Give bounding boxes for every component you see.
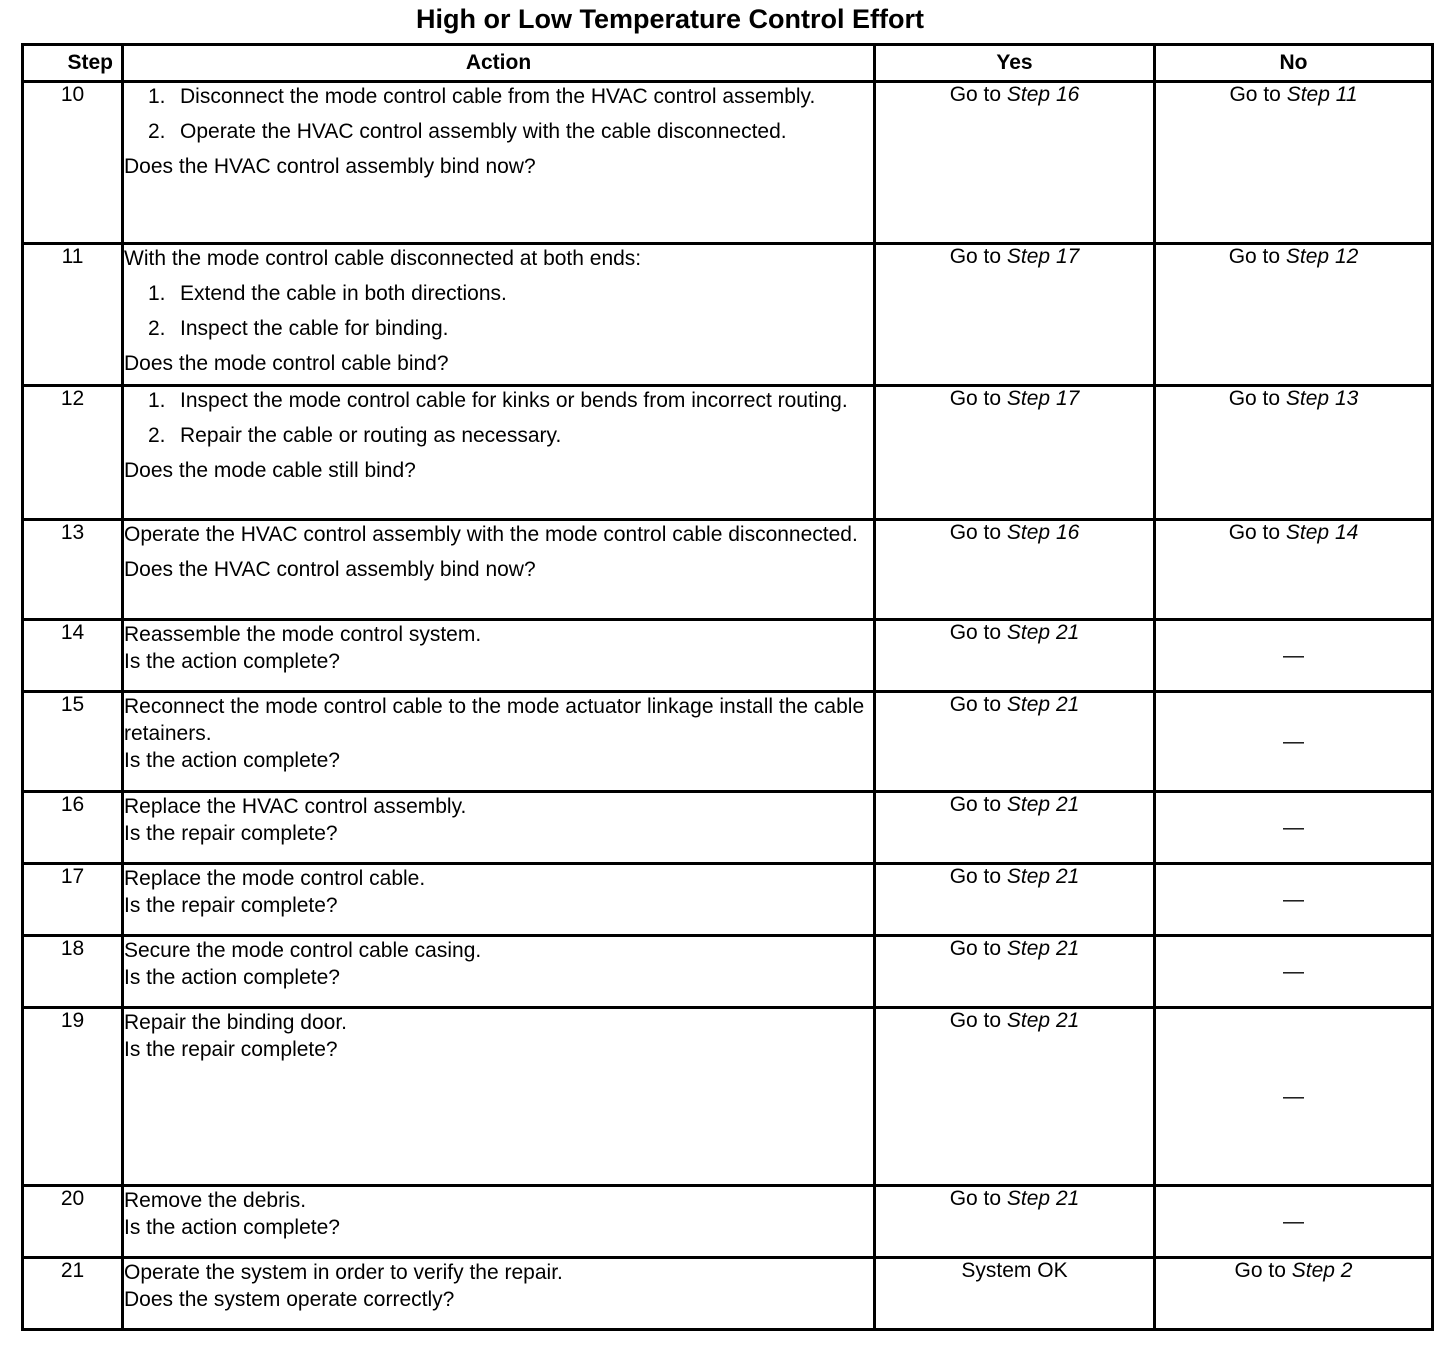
yes-cell: Go to Step 21 — [875, 1008, 1155, 1186]
table-row — [23, 386, 1433, 520]
action-text: Remove the debris. — [124, 1189, 307, 1212]
yes-cell: Go to Step 17 — [875, 386, 1155, 520]
no-cell: — — [1155, 1186, 1433, 1258]
step-number: 14 — [23, 620, 123, 692]
no-cell: — — [1155, 1008, 1433, 1186]
table-row — [23, 82, 1433, 244]
list-item: 1. Extend the cable in both directions. — [148, 282, 507, 305]
table-row — [23, 244, 1433, 386]
step-number: 16 — [23, 792, 123, 864]
step-number: 18 — [23, 936, 123, 1008]
list-item: 1. Disconnect the mode control cable from the HVAC control assembly. — [148, 85, 816, 108]
yes-cell: Go to Step 16 — [875, 82, 1155, 244]
question: Does the system operate correctly? — [124, 1288, 455, 1311]
question: Is the repair complete? — [124, 822, 338, 845]
table-row — [23, 1008, 1433, 1186]
no-cell: — — [1155, 936, 1433, 1008]
action-cell — [123, 1258, 875, 1330]
question: Is the repair complete? — [124, 894, 338, 917]
yes-cell: Go to Step 21 — [875, 864, 1155, 936]
yes-cell: Go to Step 21 — [875, 936, 1155, 1008]
no-cell: — — [1155, 792, 1433, 864]
action-text: Operate the HVAC control assembly with the mode control cable disconnected. — [124, 523, 858, 546]
list-item: 2. Inspect the cable for binding. — [148, 317, 449, 340]
table-row — [23, 1258, 1433, 1330]
question: Is the action complete? — [124, 650, 340, 673]
page-title: High or Low Temperature Control Effort — [416, 4, 924, 34]
action-text: Reassemble the mode control system. — [124, 623, 482, 646]
yes-cell: Go to Step 21 — [875, 792, 1155, 864]
question: Is the repair complete? — [124, 1038, 338, 1061]
action-text: Repair the binding door. — [124, 1011, 347, 1034]
question: Does the HVAC control assembly bind now? — [124, 155, 536, 178]
table-row — [23, 620, 1433, 692]
question: Does the mode control cable bind? — [124, 352, 449, 375]
list-item: 2. Repair the cable or routing as necessary. — [148, 424, 562, 447]
no-cell: — — [1155, 692, 1433, 792]
no-cell: Go to Step 14 — [1155, 520, 1433, 620]
header-no: No — [1155, 45, 1433, 82]
action-text: Secure the mode control cable casing. — [124, 939, 482, 962]
table-row — [23, 520, 1433, 620]
diagnostic-table — [21, 43, 1434, 1331]
step-number: 21 — [23, 1258, 123, 1330]
no-cell: — — [1155, 864, 1433, 936]
step-number: 20 — [23, 1186, 123, 1258]
step-number: 12 — [23, 386, 123, 520]
no-cell: Go to Step 2 — [1155, 1258, 1433, 1330]
no-cell: — — [1155, 620, 1433, 692]
step-number: 11 — [23, 244, 123, 386]
yes-cell: Go to Step 21 — [875, 692, 1155, 792]
step-number: 13 — [23, 520, 123, 620]
action-text: Reconnect the mode control cable to the mode actuator linkage install the cable retainers. — [124, 695, 865, 745]
action-text: With the mode control cable disconnected at both ends: — [124, 247, 642, 270]
header-yes: Yes — [875, 45, 1155, 82]
action-cell — [123, 1186, 875, 1258]
question: Is the action complete? — [124, 1216, 340, 1239]
table-row — [23, 1186, 1433, 1258]
action-text: Replace the HVAC control assembly. — [124, 795, 467, 818]
action-cell — [123, 244, 875, 386]
action-cell — [123, 620, 875, 692]
table-row — [23, 936, 1433, 1008]
step-number: 15 — [23, 692, 123, 792]
no-cell: Go to Step 13 — [1155, 386, 1433, 520]
list-item: 1. Inspect the mode control cable for kinks or bends from incorrect routing. — [148, 389, 848, 412]
action-cell — [123, 936, 875, 1008]
action-cell — [123, 1008, 875, 1186]
table-row — [23, 792, 1433, 864]
step-number: 10 — [23, 82, 123, 244]
question: Is the action complete? — [124, 966, 340, 989]
list-item: 2. Operate the HVAC control assembly with the cable disconnected. — [148, 120, 787, 143]
action-cell — [123, 792, 875, 864]
yes-cell: Go to Step 21 — [875, 620, 1155, 692]
yes-cell: Go to Step 21 — [875, 1186, 1155, 1258]
action-cell — [123, 864, 875, 936]
header-action: Action — [123, 45, 875, 82]
header-step: Step — [23, 45, 123, 82]
question: Is the action complete? — [124, 749, 340, 772]
no-cell: Go to Step 11 — [1155, 82, 1433, 244]
yes-cell: System OK — [875, 1258, 1155, 1330]
action-text: Replace the mode control cable. — [124, 867, 426, 890]
table-header-row — [23, 45, 1433, 82]
step-number: 19 — [23, 1008, 123, 1186]
question: Does the mode cable still bind? — [124, 459, 416, 482]
yes-cell: Go to Step 17 — [875, 244, 1155, 386]
action-cell — [123, 520, 875, 620]
action-cell — [123, 386, 875, 520]
table-row — [23, 864, 1433, 936]
action-text: Operate the system in order to verify the repair. — [124, 1261, 563, 1284]
table-row — [23, 692, 1433, 792]
step-number: 17 — [23, 864, 123, 936]
question: Does the HVAC control assembly bind now? — [124, 558, 536, 581]
action-cell — [123, 82, 875, 244]
action-cell — [123, 692, 875, 792]
no-cell: Go to Step 12 — [1155, 244, 1433, 386]
yes-cell: Go to Step 16 — [875, 520, 1155, 620]
